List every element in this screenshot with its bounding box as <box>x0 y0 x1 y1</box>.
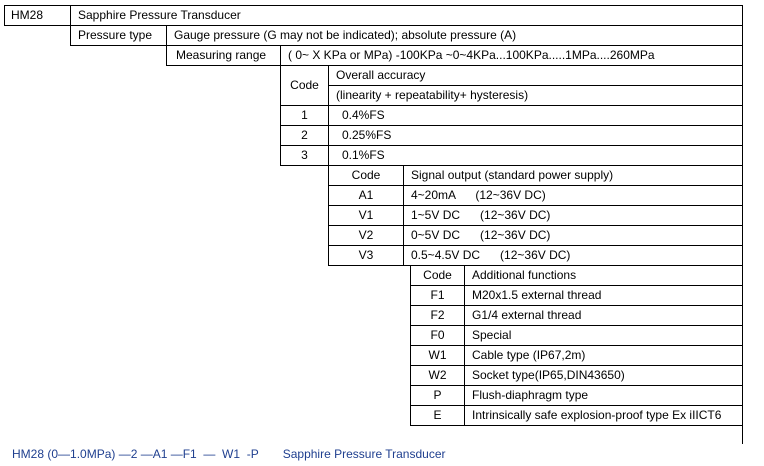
additional-code: W1 <box>410 345 464 365</box>
signal-value: 4~20mA (12~36V DC) <box>403 185 742 205</box>
additional-code-header: Code <box>410 265 464 285</box>
accuracy-code-header: Code <box>280 65 328 105</box>
additional-value: Flush-diaphragm type <box>464 385 742 405</box>
stair-bottom-1 <box>4 25 70 26</box>
additional-code: P <box>410 385 464 405</box>
title-cell: Sapphire Pressure Transducer <box>70 5 742 25</box>
accuracy-value: 0.25%FS <box>328 125 742 145</box>
signal-code: V3 <box>328 245 403 265</box>
additional-value: Special <box>464 325 742 345</box>
pressure-type-value: Gauge pressure (G may not be indicated); absolute pressure (A) <box>166 25 742 45</box>
signal-code: V2 <box>328 225 403 245</box>
accuracy-code: 2 <box>280 125 328 145</box>
additional-value: Socket type(IP65,DIN43650) <box>464 365 742 385</box>
order-code-product-name: Sapphire Pressure Transducer <box>282 447 446 461</box>
accuracy-title: Overall accuracy <box>328 65 742 85</box>
accuracy-code: 1 <box>280 105 328 125</box>
stair-bottom-4 <box>280 165 328 166</box>
signal-code: V1 <box>328 205 403 225</box>
stair-bottom-6 <box>410 425 742 426</box>
additional-value: M20x1.5 external thread <box>464 285 742 305</box>
accuracy-value: 0.1%FS <box>328 145 742 165</box>
additional-value: Cable type (IP67,2m) <box>464 345 742 365</box>
additional-code: W2 <box>410 365 464 385</box>
signal-value: 1~5V DC (12~36V DC) <box>403 205 742 225</box>
accuracy-subtitle: (linearity + repeatability+ hysteresis) <box>328 85 742 105</box>
order-code-example <box>12 447 445 461</box>
stair-bottom-2 <box>70 45 166 46</box>
stair-bottom-3 <box>166 65 280 66</box>
table-right-border <box>742 5 743 444</box>
signal-value: 0.5~4.5V DC (12~36V DC) <box>403 245 742 265</box>
model-cell: HM28 <box>4 5 70 25</box>
signal-title: Signal output (standard power supply) <box>403 165 742 185</box>
additional-code: F0 <box>410 325 464 345</box>
signal-value: 0~5V DC (12~36V DC) <box>403 225 742 245</box>
accuracy-code: 3 <box>280 145 328 165</box>
order-code: HM28 (0—1.0MPa) —2 —A1 —F1 — W1 -P <box>12 447 259 461</box>
additional-title: Additional functions <box>464 265 742 285</box>
additional-value: Intrinsically safe explosion-proof type Ex iIICT6 <box>464 405 742 425</box>
additional-value: G1/4 external thread <box>464 305 742 325</box>
signal-code: A1 <box>328 185 403 205</box>
measuring-range-label: Measuring range <box>166 45 280 65</box>
accuracy-value: 0.4%FS <box>328 105 742 125</box>
stair-bottom-5 <box>328 265 410 266</box>
additional-code: F1 <box>410 285 464 305</box>
measuring-range-value: ( 0~ X KPa or MPa) -100KPa ~0~4KPa...100KPa.....1MPa....260MPa <box>280 45 742 65</box>
signal-code-header: Code <box>328 165 403 185</box>
additional-code: F2 <box>410 305 464 325</box>
pressure-type-label: Pressure type <box>70 25 166 45</box>
additional-code: E <box>410 405 464 425</box>
